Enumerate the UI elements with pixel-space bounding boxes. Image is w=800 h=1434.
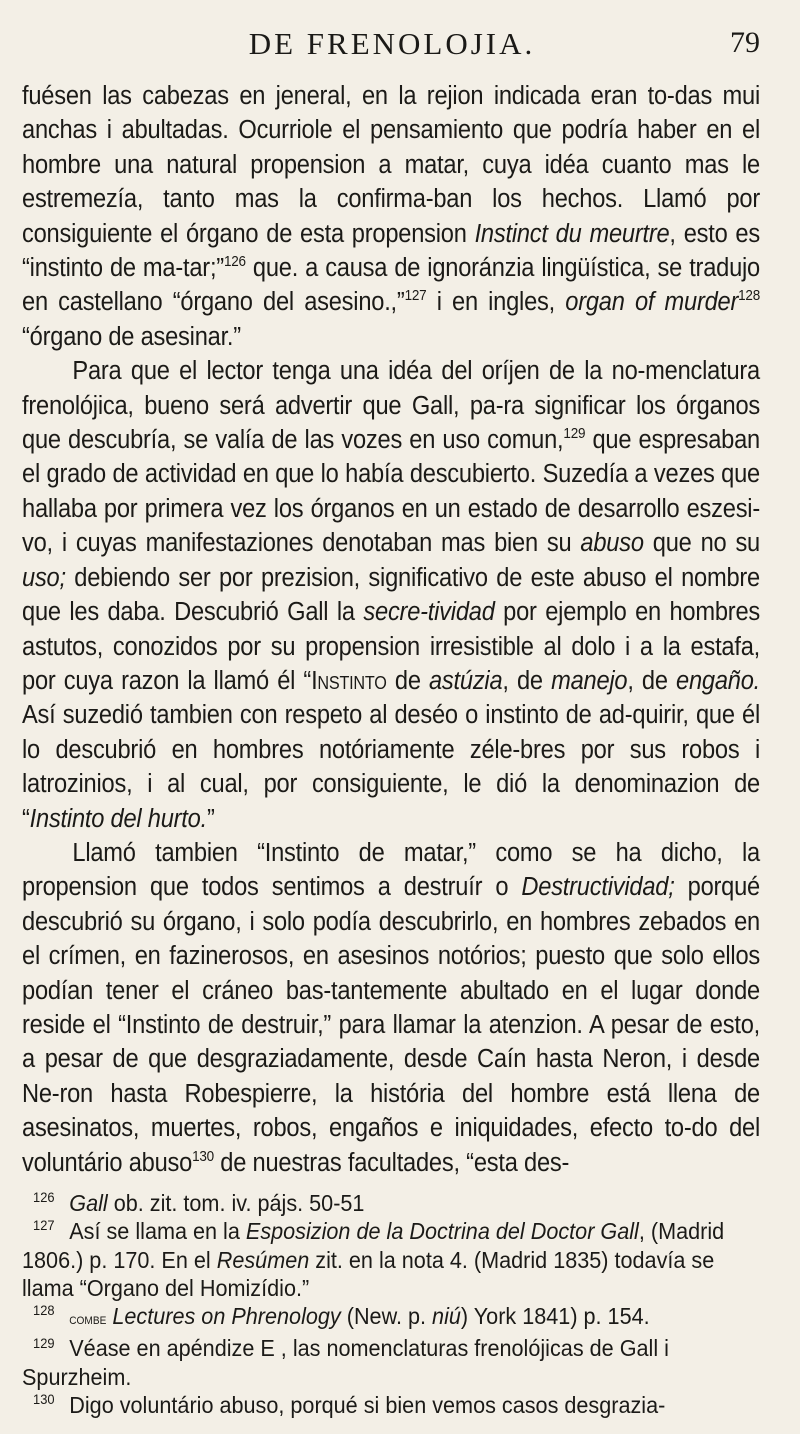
italic-run: Esposizion de la Doctrina del Doctor Gall [245,1218,639,1245]
text-run: zit. en la nota 4. (Madrid 1835) todavía se llama “Organo del Homizídio.” [22,1246,715,1301]
text-run: ” [206,802,215,833]
italic-run: Resúmen [216,1246,310,1273]
italic-run: niú [432,1303,461,1330]
text-run: porqué descubrió su órgano, i solo podía descubrirlo, en hombres zebados en el crímen, en fazinerosos, en asesinos notórios; puesto que solo ellos podían tener el cráneo bas-tantemente abultado en el lugar donde reside el “Instinto de destruir,” para llamar la atenzion. A pesar de esto, a pesar de que desgraziadamente, desde Caín hasta Neron, i desde Ne-ron hasta Robespierre, la história del hombre está llena de asesinatos, muertes, robos, engaños e iniquidades, efecto to-do del voluntário abuso [22,871,760,1177]
text-run: (New. p. [340,1303,433,1330]
paragraph-2 [22,353,760,835]
running-title: DE FRENOLOJIA. [248,26,536,61]
text-run: , (Madrid 1806.) p. 170. En el [22,1218,725,1273]
text-run: Así suzedió tambien con respeto al deséo o instinto de ad-quirir, que él lo descubrió en hombres notóriamente zéle-bres por sus robos i latrozinios, i al cual, por consiguiente, le dió la denominazion de “ [22,699,760,833]
italic-run: Destructividad; [521,871,675,902]
page-number: 79 [730,26,760,59]
text-run: Así se llama en la [69,1218,246,1245]
italic-run: Gall [69,1190,108,1216]
text-run: Llamó tambien “Instinto de matar,” como se ha dicho, la propension que todos sentimos a destruír o [22,836,760,902]
footnote-ref: 129 [563,425,586,443]
text-run: “órgano de asesinar.” [22,320,241,351]
text-run: de [386,664,429,695]
paragraph-1 [22,78,760,353]
text-run: fuésen las cabezas en jeneral, en la rejion indicada eran to-das mui anchas i abultadas. Ocurriole el pensamiento que podría haber en el hombre una natural propension a matar, cuya idéa cuanto mas le estremezía, tanto mas la confirma-ban los hechos. Llamó por consiguiente el órgano de esta propension [22,80,760,248]
footnote-ref: 126 [223,253,246,271]
text-run: debiendo ser por prezision, significativo de este abuso el nombre que les daba. Descubrió Gall la [22,561,761,627]
footnote-number: 128 [33,1302,55,1319]
text-run: que. a causa de ignoránzia lingüística, se tradujo en castellano “órgano del asesino.,” [22,252,760,317]
footnote-number: 130 [33,1391,55,1408]
italic-run: organ of murder [565,286,739,317]
italic-run: secre-tividad [363,596,495,627]
footnotes [22,1189,758,1419]
running-head [22,20,762,78]
paragraph-3 [22,835,760,1179]
text-run: , de [502,664,552,695]
text-run: Para que el lector tenga una idéa del oríjen de la no-menclatura frenolójica, bueno será advertir que Gall, pa-ra significar los órganos que descubría, se valía de las vozes en uso comun, [22,355,760,455]
footnote-ref: 130 [192,1147,214,1165]
small-caps-run: Instinto [311,664,387,695]
italic-run: Instinto del hurto. [29,802,207,833]
text-run: i en ingles, [426,286,566,317]
footnote-130 [22,1391,758,1419]
text-run: que espresaban el grado de actividad en que lo había descubierto. Suzedía a vezes que hallaba por primera vez los órganos en un estado de desarrollo eszesi-vo, i cuyas manifestaziones denotaban mas bien su [22,424,760,558]
footnote-129 [22,1334,758,1391]
text-run: ob. zit. tom. iv. pájs. 50-51 [107,1190,365,1216]
footnote-number: 126 [33,1189,55,1206]
text-run: Véase en apéndize E , las nomenclaturas frenolójicas de Gall i Spurzheim. [22,1335,669,1390]
italic-run: uso; [22,561,66,592]
footnote-ref: 127 [404,287,427,305]
italic-run: Lectures on Phrenology [112,1303,341,1330]
footnote-128 [22,1302,758,1334]
author-name: combe [69,1311,107,1329]
italic-run: manejo [551,664,628,695]
text-run: , de [627,664,677,695]
footnote-number: 129 [33,1334,55,1351]
text-run: ) York 1841) p. 154. [460,1303,650,1330]
text-run: de nuestras facultades, “esta des- [213,1146,570,1177]
italic-run: astúzia [428,664,503,695]
italic-run: abuso [580,527,644,558]
footnote-126 [22,1189,758,1217]
text-run: , esto es “instinto de ma-tar;” [22,217,760,283]
footnote-ref: 128 [738,287,760,305]
italic-run: Instinct du meurtre [474,217,670,248]
text-run: por ejemplo en hombres astutos, conozidos por su propension irresistible al dolo i a la estafa, por cuya razon la llamó él “ [22,596,760,695]
body-text [22,78,760,1179]
footnote-127 [22,1217,758,1302]
text-run: que no su [643,527,760,558]
italic-run: engaño. [676,664,760,695]
footnote-number: 127 [33,1217,55,1234]
text-run: Digo voluntário abuso, porqué si bien vemos casos desgrazia- [69,1392,666,1419]
